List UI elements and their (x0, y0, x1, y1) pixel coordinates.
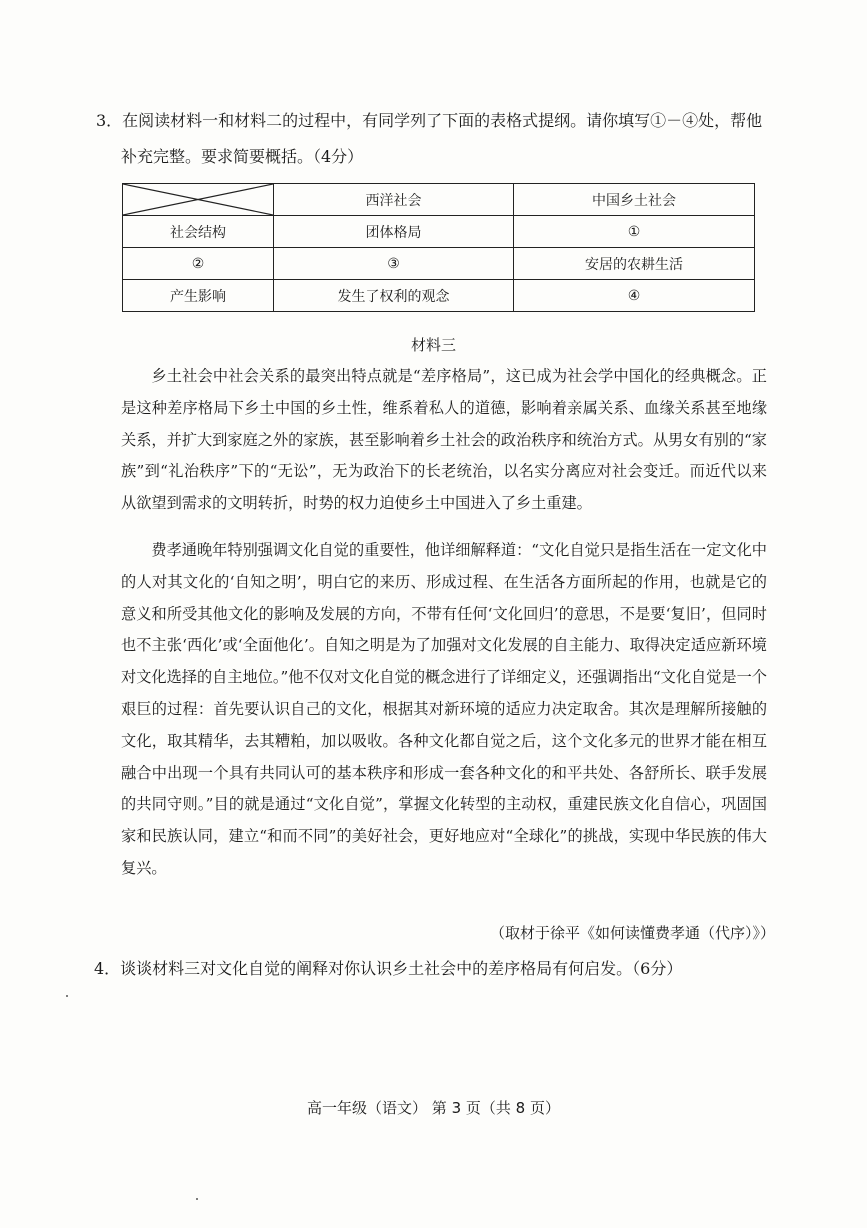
table-cell-blank-1: ① (514, 216, 755, 248)
table-cell: 产生影响 (123, 280, 274, 312)
material-3-source: （取材于徐平《如何读懂费孝通（代序）》） (489, 924, 775, 942)
table-header-western: 西洋社会 (274, 184, 514, 216)
table-corner-cell (123, 184, 274, 216)
diagonal-cross-icon (123, 184, 273, 215)
question-3-prompt-line-1: 3．在阅读材料一和材料二的过程中，有同学列了下面的表格式提纲。请你填写①－④处，帮他 (96, 111, 763, 130)
material-3-paragraph-1: 乡土社会中社会关系的最突出特点就是“差序格局”，这已成为社会学中国化的经典概念。正是这种差序格局下乡土中国的乡土性，维系着私人的道德，影响着亲属关系、血缘关系甚至地缘关系，并扩大到家庭之外的家族，甚至影响着乡土社会的政治秩序和统治方式。从男女有别的“家族”到“礼治秩序”下的“无讼”，无为政治下的长老统治，以名实分离应对社会变迁。而近代以来从欲望到需求的文明转折，时势的权力迫使乡土中国进入了乡土重建。 (121, 367, 767, 513)
page-footer: 高一年级（语文） 第 3 页（共 8 页） (307, 1099, 560, 1117)
table-cell-blank-4: ④ (514, 280, 755, 312)
table-row (123, 280, 755, 312)
table-cell: 安居的农耕生活 (514, 248, 755, 280)
table-header-row (123, 184, 755, 216)
table-header-chinese: 中国乡土社会 (514, 184, 755, 216)
table-cell-blank-2: ② (123, 248, 274, 280)
scan-speck (196, 1198, 198, 1200)
table-row (123, 216, 755, 248)
table-cell-blank-3: ③ (274, 248, 514, 280)
table-cell: 发生了权利的观念 (274, 280, 514, 312)
question-4-prompt: 4．谈谈材料三对文化自觉的阐释对你认识乡土社会中的差序格局有何启发。（6分） (94, 959, 683, 978)
material-3-paragraph-2: 费孝通晚年特别强调文化自觉的重要性，他详细解释道：“文化自觉只是指生活在一定文化中的人对其文化的‘自知之明’，明白它的来历、形成过程、在生活各方面所起的作用，也就是它的意义和所受其他文化的影响及发展的方向，不带有任何‘文化回归’的意思，不是要‘复旧’，但同时也不主张‘西化’或‘全面他化’。自知之明是为了加强对文化发展的自主能力、取得决定适应新环境对文化选择的自主地位。”他不仅对文化自觉的概念进行了详细定义，还强调指出“文化自觉是一个艰巨的过程：首先要认识自己的文化，根据其对新环境的适应力决定取舍。其次是理解所接触的文化，取其精华，去其糟粕，加以吸收。各种文化都自觉之后，这个文化多元的世界才能在相互融合中出现一个具有共同认可的基本秩序和形成一套各种文化的和平共处、各舒所长、联手发展的共同守则。”目的就是通过“文化自觉”，掌握文化转型的主动权，重建民族文化自信心，巩固国家和民族认同，建立“和而不同”的美好社会，更好地应对“全球化”的挑战，实现中华民族的伟大复兴。 (121, 541, 767, 877)
outline-table (122, 183, 755, 312)
question-3-prompt-line-2: 补充完整。要求简要概括。（4分） (121, 147, 364, 166)
material-3-title: 材料三 (410, 336, 456, 354)
table-cell: 团体格局 (274, 216, 514, 248)
table-cell: 社会结构 (123, 216, 274, 248)
scan-speck (66, 995, 68, 997)
table-row (123, 248, 755, 280)
